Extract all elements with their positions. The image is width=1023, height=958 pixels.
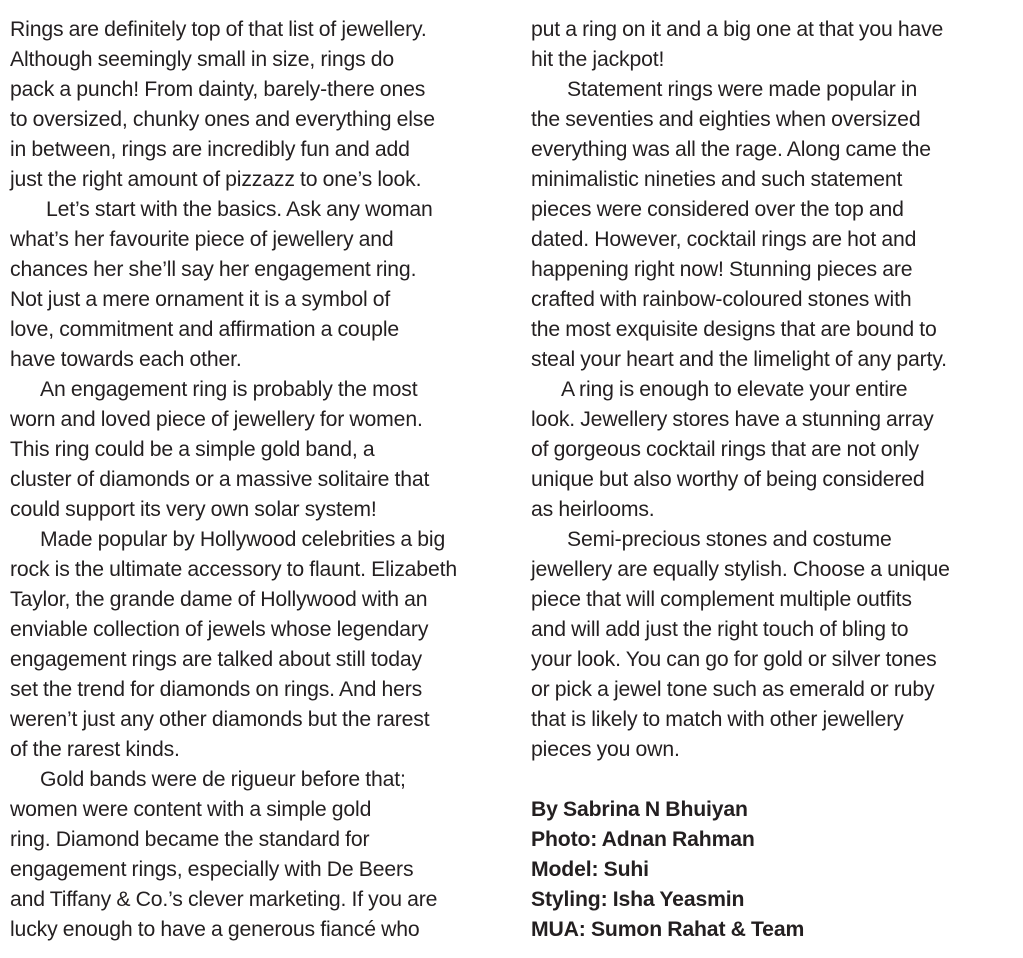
- text-line: worn and loved piece of jewellery for women.: [10, 408, 423, 431]
- text-line: pack a punch! From dainty, barely-there ones: [10, 78, 426, 101]
- paragraph-start-line: Gold bands were de rigueur before that;: [40, 768, 406, 791]
- text-line: that is likely to match with other jewellery: [531, 708, 904, 731]
- text-line: just the right amount of pizzazz to one’s look.: [10, 168, 422, 191]
- text-line: put a ring on it and a big one at that you have: [531, 18, 944, 41]
- text-line: enviable collection of jewels whose legendary: [10, 618, 429, 641]
- text-line: your look. You can go for gold or silver tones: [531, 648, 937, 671]
- paragraph-start-line: Semi-precious stones and costume: [567, 528, 892, 551]
- text-line: what’s her favourite piece of jewellery and: [10, 228, 394, 251]
- text-line: or pick a jewel tone such as emerald or ruby: [531, 678, 935, 701]
- text-line: chances her she’ll say her engagement ring.: [10, 258, 417, 281]
- text-line: unique but also worthy of being considered: [531, 468, 925, 491]
- text-line: happening right now! Stunning pieces are: [531, 258, 913, 281]
- text-line: jewellery are equally stylish. Choose a unique: [531, 558, 950, 581]
- text-line: pieces you own.: [531, 738, 680, 761]
- text-line: everything was all the rage. Along came the: [531, 138, 931, 161]
- byline: By Sabrina N Bhuiyan: [531, 798, 748, 821]
- text-line: of the rarest kinds.: [10, 738, 180, 761]
- text-line: and Tiffany & Co.’s clever marketing. If you are: [10, 888, 438, 911]
- paragraph-start-line: A ring is enough to elevate your entire: [561, 378, 908, 401]
- photo-credit: Photo: Adnan Rahman: [531, 828, 755, 851]
- credits-spacer: [531, 765, 1016, 795]
- text-line: This ring could be a simple gold band, a: [10, 438, 375, 461]
- mua-credit: MUA: Sumon Rahat & Team: [531, 918, 805, 941]
- text-line: ring. Diamond became the standard for: [10, 828, 370, 851]
- text-line: Rings are definitely top of that list of jewellery.: [10, 18, 427, 41]
- text-line: have towards each other.: [10, 348, 242, 371]
- text-line: steal your heart and the limelight of any party.: [531, 348, 947, 371]
- text-line: the most exquisite designs that are bound to: [531, 318, 937, 341]
- paragraph-start-line: An engagement ring is probably the most: [40, 378, 418, 401]
- styling-credit: Styling: Isha Yeasmin: [531, 888, 745, 911]
- text-line: piece that will complement multiple outfits: [531, 588, 912, 611]
- text-line: Taylor, the grande dame of Hollywood with an: [10, 588, 428, 611]
- text-line: engagement rings are talked about still today: [10, 648, 422, 671]
- text-line: pieces were considered over the top and: [531, 198, 904, 221]
- text-line: engagement rings, especially with De Beers: [10, 858, 414, 881]
- text-line: and will add just the right touch of bling to: [531, 618, 909, 641]
- text-line: weren’t just any other diamonds but the rarest: [10, 708, 430, 731]
- article-right-column: [531, 15, 1016, 945]
- credits-block: [531, 795, 1016, 945]
- text-line: dated. However, cocktail rings are hot and: [531, 228, 917, 251]
- model-credit: Model: Suhi: [531, 858, 649, 881]
- paragraph-start-line: Made popular by Hollywood celebrities a big: [40, 528, 446, 551]
- text-line: crafted with rainbow-coloured stones with: [531, 288, 912, 311]
- article-left-column: [10, 15, 495, 945]
- text-line: Not just a mere ornament it is a symbol of: [10, 288, 391, 311]
- text-line: minimalistic nineties and such statement: [531, 168, 903, 191]
- text-line: lucky enough to have a generous fiancé who: [10, 918, 420, 941]
- text-line: in between, rings are incredibly fun and add: [10, 138, 410, 161]
- text-line: Although seemingly small in size, rings do: [10, 48, 395, 71]
- text-line: love, commitment and affirmation a couple: [10, 318, 400, 341]
- paragraph-start-line: Let’s start with the basics. Ask any woman: [46, 198, 433, 221]
- text-line: cluster of diamonds or a massive solitaire that: [10, 468, 430, 491]
- text-line: hit the jackpot!: [531, 48, 665, 71]
- text-line: rock is the ultimate accessory to flaunt. Elizabeth: [10, 558, 457, 581]
- text-line: look. Jewellery stores have a stunning array: [531, 408, 934, 431]
- text-line: as heirlooms.: [531, 498, 655, 521]
- text-line: could support its very own solar system!: [10, 498, 377, 521]
- text-line: the seventies and eighties when oversized: [531, 108, 921, 131]
- paragraph-start-line: Statement rings were made popular in: [567, 78, 918, 101]
- text-line: set the trend for diamonds on rings. And hers: [10, 678, 423, 701]
- text-line: to oversized, chunky ones and everything else: [10, 108, 435, 131]
- text-line: of gorgeous cocktail rings that are not only: [531, 438, 919, 461]
- text-line: women were content with a simple gold: [10, 798, 372, 821]
